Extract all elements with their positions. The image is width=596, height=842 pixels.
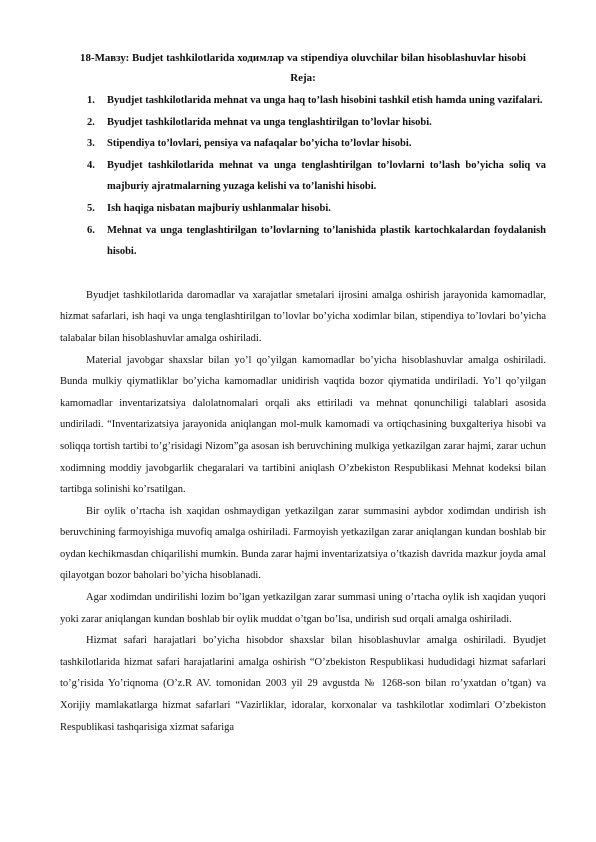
plan-item-number: 6.	[87, 224, 95, 236]
body-paragraph: Byudjet tashkilotlarida daromadlar va xarajatlar smetalari ijrosini amalga oshirish jarayonida kamomadlar, hizmat safarlari, ish haqi va unga tenglashtirilgan to’lovlar bo’yicha xodimlar bilan, stipendiya to’lovlari bo’yicha talabalar bilan hisoblashuvlar amalga oshiriladi.	[60, 289, 546, 344]
plan-item-text: Byudjet tashkilotlarida mehnat va unga haq to’lash hisobini tashkil etish hamda uning vazifalari.	[107, 95, 543, 106]
plan-item	[60, 90, 546, 112]
plan-item-text: Byudjet tashkilotlarida mehnat va unga tenglashtirilgan to’lovlar hisobi.	[107, 116, 432, 128]
plan-item-text: Mehnat va unga tenglashtirilgan to’lovlarning to’lanishida plastik kartochkalardan foydalanish hisobi.	[107, 224, 546, 258]
plan-item	[60, 133, 546, 155]
plan-list	[60, 90, 546, 263]
plan-item	[60, 155, 546, 198]
document-title: 18-Мавзу: Budjet tashkilotlarida ходимлар va stipendiya oluvchilar bilan hisoblashuvlar hisobi	[80, 52, 526, 64]
plan-item-number: 4.	[87, 159, 95, 171]
plan-item-number: 5.	[87, 202, 95, 214]
document-page	[60, 48, 546, 738]
section-spacer	[60, 263, 546, 285]
plan-item-number: 3.	[87, 138, 95, 150]
body-paragraph: Agar xodimdan undirilishi lozim bo’lgan yetkazilgan zarar summasi uning o’rtacha oylik ish xaqidan yuqori yoki zarar aniqlangan kundan boshlab bir oylik muddat o’tgan bo’lsa, undirish sud orqali amalga oshiriladi.	[60, 592, 546, 625]
plan-item	[60, 198, 546, 220]
plan-item-text: Ish haqiga nisbatan majburiy ushlanmalar hisobi.	[107, 202, 331, 214]
plan-item-text: Stipendiya to’lovlari, pensiya va nafaqalar bo’yicha to’lovlar hisobi.	[107, 138, 412, 150]
plan-item-number: 1.	[87, 95, 95, 106]
plan-item	[60, 220, 546, 263]
body-paragraph: Material javobgar shaxslar bilan yo’l qo’yilgan kamomadlar bo’yicha hisoblashuvlar amalga oshiriladi. Bunda mulkiy qiymatliklar bo’yicha kamomadlar unidirish vaqtida bozor qiymatida undiriladi. Yo’l qo’yilgan kamomadlar inventarizatsiya dalolatnomalari orqali aks ettiriladi va mehnat qonunchiligi talablari asosida undiriladi. “Inventarizatsiya jarayonida aniqlangan mol-mulk kamomadi va ortiqchasining buxgalteriya hisobi va soliqqa tortish tartibi to’g’risidagi Nizom”ga asosan ish beruvchining mulkiga yetkazilgan zarar hajmi, zarar uchun xodimning moddiy javobgarlik chegaralari va tartibini aniqlash O’zbekiston Respublikasi Mehnat kodeksi bilan tartibga solinishi ko’rsatilgan.	[60, 354, 546, 496]
plan-heading: Reja:	[290, 72, 316, 84]
body-paragraph: Bir oylik o’rtacha ish xaqidan oshmaydigan yetkazilgan zarar summasini aybdor xodimdan undirish ish beruvchining farmoyishiga muvofiq amalga oshiriladi. Farmoyish yetkazilgan zarar aniqlangan kundan boshlab bir oydan kechikmasdan chiqarilishi mumkin. Bunda zarar hajmi inventarizatsiya o’tkazish davrida mazkur joyda amal qilayotgan bozor baholari bo’yicha hisoblanadi.	[60, 505, 546, 582]
plan-item	[60, 112, 546, 134]
body-text	[60, 285, 546, 738]
plan-item-text: Byudjet tashkilotlarida mehnat va unga tenglashtirilgan to’lovlarni to’lash bo’yicha soliq va majburiy ajratmalarning yuzaga kelishi va to’lanishi hisobi.	[107, 159, 546, 193]
plan-item-number: 2.	[87, 116, 95, 128]
body-paragraph: Hizmat safari harajatlari bo’yicha hisobdor shaxslar bilan hisoblashuvlar amalga oshiriladi. Byudjet tashkilotlarida hizmat safari harajatlarini amalga oshirish “O’zbekiston Respublikasi hududidagi hizmat safarlari to’g’risida Yo’riqnoma (O’z.R AV. tomonidan 2003 yil 29 avgustda № 1268-son bilan ro’yxatdan o’tgan) va Xorijiy mamlakatlarga hizmat safarlari “Vazirliklar, idoralar, korxonalar va tashkilotlar xodimlari O’zbekiston Respublikasi tashqarisiga xizmat safariga	[60, 635, 546, 733]
